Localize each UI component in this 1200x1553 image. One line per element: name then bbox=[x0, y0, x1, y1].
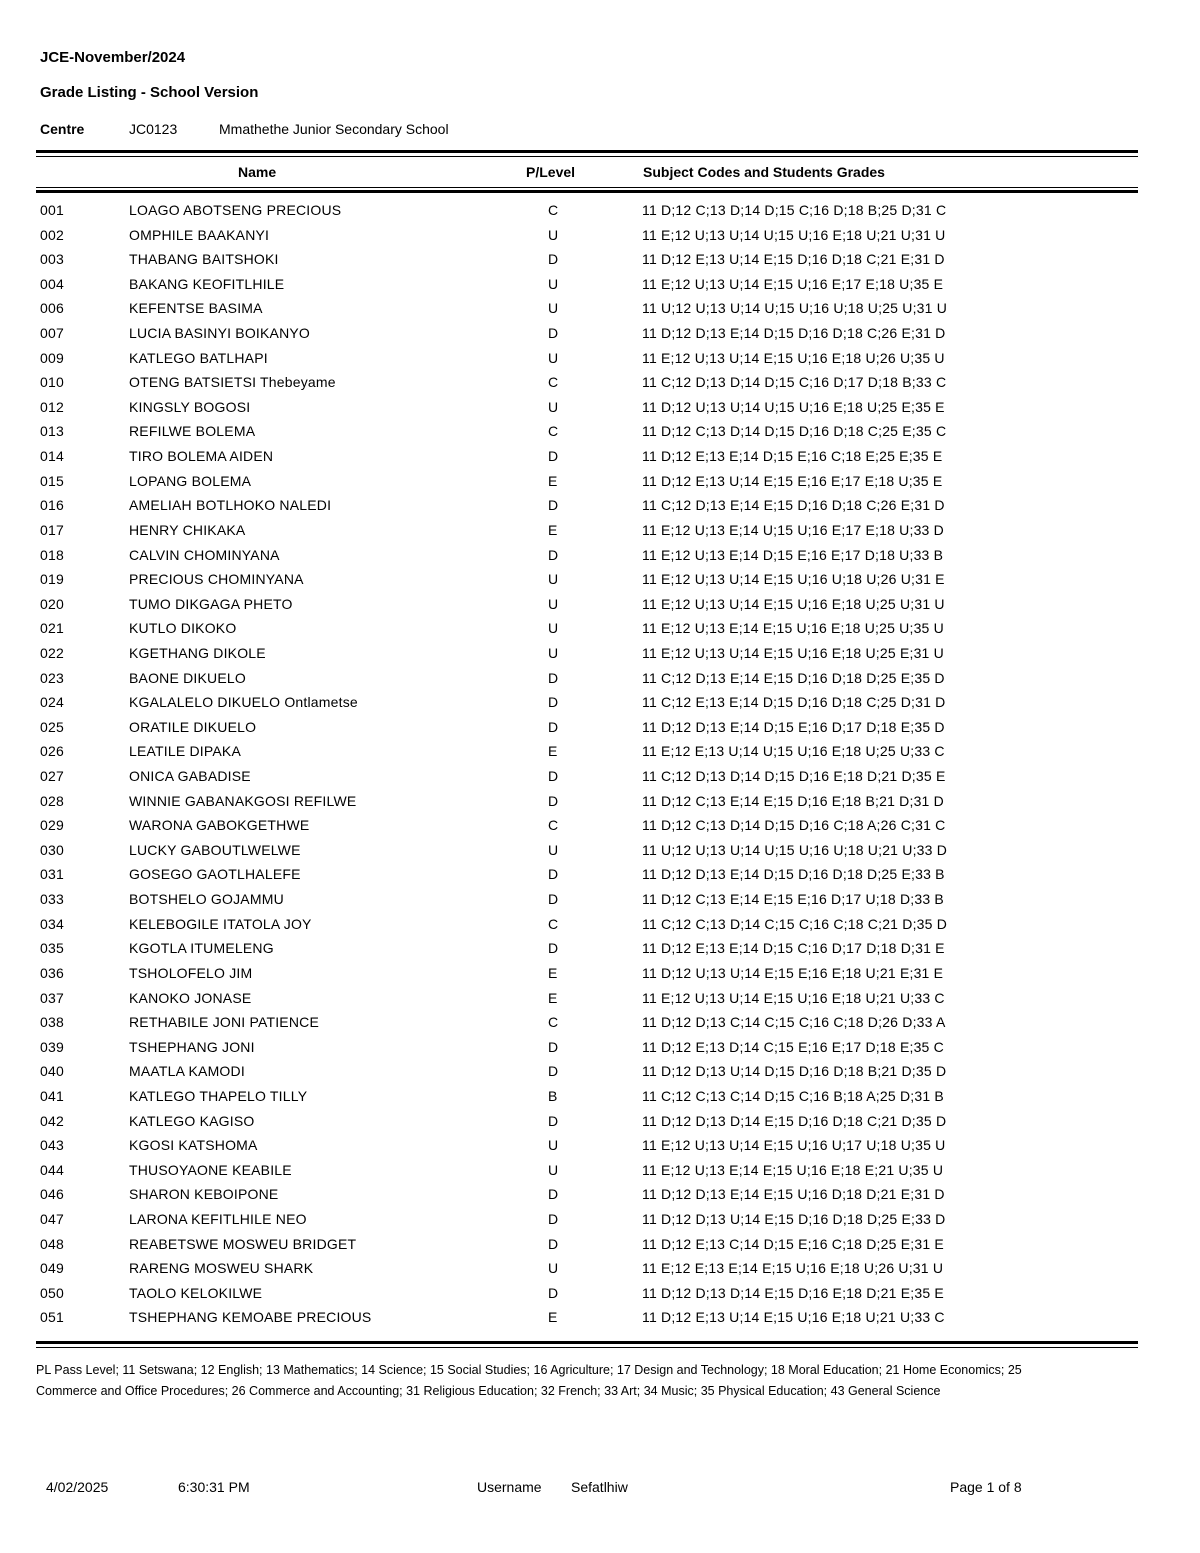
student-grades: 11 E;12 U;13 U;14 E;15 U;16 E;17 E;18 U;35 E bbox=[642, 275, 944, 292]
student-name: LEATILE DIPAKA bbox=[129, 743, 241, 760]
table-row bbox=[0, 670, 1200, 695]
student-pass-level: D bbox=[548, 792, 559, 809]
table-row bbox=[0, 620, 1200, 645]
student-number: 047 bbox=[40, 1210, 64, 1227]
student-grades: 11 E;12 U;13 E;14 U;15 U;16 E;17 E;18 U;33 D bbox=[642, 521, 944, 538]
table-row bbox=[0, 1211, 1200, 1236]
student-grades: 11 C;12 D;13 D;14 D;15 D;16 E;18 D;21 D;35 E bbox=[642, 768, 946, 785]
student-number: 026 bbox=[40, 743, 64, 760]
table-row bbox=[0, 1260, 1200, 1285]
student-pass-level: D bbox=[548, 448, 559, 465]
student-grades: 11 D;12 U;13 U;14 E;15 E;16 E;18 U;21 E;31 E bbox=[642, 964, 944, 981]
student-number: 039 bbox=[40, 1038, 64, 1055]
table-row bbox=[0, 719, 1200, 744]
table-row bbox=[0, 423, 1200, 448]
student-grades: 11 C;12 D;13 E;14 E;15 D;16 D;18 C;26 E;31 D bbox=[642, 497, 945, 514]
student-grades: 11 C;12 D;13 D;14 D;15 C;16 D;17 D;18 B;33 C bbox=[642, 374, 947, 391]
student-number: 030 bbox=[40, 841, 64, 858]
student-pass-level: U bbox=[548, 349, 559, 366]
student-grades: 11 D;12 E;13 C;14 D;15 E;16 C;18 D;25 E;31 E bbox=[642, 1235, 944, 1252]
student-grades: 11 C;12 D;13 E;14 E;15 D;16 D;18 D;25 E;35 D bbox=[642, 669, 945, 686]
table-row bbox=[0, 990, 1200, 1015]
student-pass-level: E bbox=[548, 472, 558, 489]
student-pass-level: D bbox=[548, 325, 559, 342]
student-number: 034 bbox=[40, 915, 64, 932]
student-name: KGOTLA ITUMELENG bbox=[129, 940, 274, 957]
table-row bbox=[0, 940, 1200, 965]
student-number: 040 bbox=[40, 1063, 64, 1080]
student-grades: 11 E;12 E;13 E;14 E;15 U;16 E;18 U;26 U;31 U bbox=[642, 1260, 944, 1277]
student-number: 021 bbox=[40, 620, 64, 637]
student-pass-level: C bbox=[548, 423, 559, 440]
table-row bbox=[0, 694, 1200, 719]
student-grades: 11 D;12 C;13 D;14 D;15 C;16 D;18 B;25 D;31 C bbox=[642, 202, 947, 218]
column-header-name: Name bbox=[238, 164, 277, 180]
student-number: 009 bbox=[40, 349, 64, 366]
student-number: 020 bbox=[40, 595, 64, 612]
student-number: 002 bbox=[40, 226, 64, 243]
table-row bbox=[0, 399, 1200, 424]
student-name: KATLEGO KAGISO bbox=[129, 1112, 255, 1129]
student-name: KUTLO DIKOKO bbox=[129, 620, 237, 637]
student-grades: 11 D;12 D;13 U;14 E;15 D;16 D;18 D;25 E;33 D bbox=[642, 1210, 946, 1227]
student-pass-level: D bbox=[548, 768, 559, 785]
table-row bbox=[0, 1039, 1200, 1064]
table-row bbox=[0, 645, 1200, 670]
student-grades: 11 D;12 E;13 U;14 E;15 E;16 E;17 E;18 U;35 E bbox=[642, 472, 943, 489]
subject-legend: PL Pass Level; 11 Setswana; 12 English; 13 Mathematics; 14 Science; 15 Social Studies; 16 Agriculture; 17 Design and Technology; 18 Moral Education; 21 Home Economics; 25 Commerce and Office Procedures; 26 Commerce and Accounting; 31 Religious Education; 32 French; 33 Art; 34 Music; 35 Physical Education; 43 General Science bbox=[36, 1363, 1022, 1398]
table-row bbox=[0, 891, 1200, 916]
student-name: KGETHANG DIKOLE bbox=[129, 644, 266, 661]
student-number: 001 bbox=[40, 202, 64, 218]
student-pass-level: D bbox=[548, 1235, 559, 1252]
student-number: 003 bbox=[40, 251, 64, 268]
student-grades: 11 D;12 E;13 U;14 E;15 U;16 E;18 U;21 U;33 C bbox=[642, 1309, 945, 1326]
student-grades: 11 D;12 E;13 E;14 D;15 E;16 C;18 E;25 E;35 E bbox=[642, 448, 943, 465]
student-pass-level: E bbox=[548, 743, 558, 760]
table-end-rule-thick bbox=[36, 1341, 1138, 1344]
centre-name: Mmathethe Junior Secondary School bbox=[219, 121, 449, 137]
student-pass-level: E bbox=[548, 1309, 558, 1326]
table-row bbox=[0, 571, 1200, 596]
table-row bbox=[0, 374, 1200, 399]
student-grades: 11 E;12 U;13 U;14 E;15 U;16 E;18 U;26 U;35 U bbox=[642, 349, 945, 366]
student-number: 038 bbox=[40, 1014, 64, 1031]
student-pass-level: U bbox=[548, 571, 559, 588]
student-pass-level: D bbox=[548, 718, 559, 735]
centre-label: Centre bbox=[40, 121, 85, 137]
table-end-rule-thin bbox=[36, 1347, 1138, 1348]
header-bottom-rule-thick bbox=[36, 190, 1138, 193]
student-grades: 11 D;12 D;13 E;14 D;15 D;16 D;18 D;25 E;33 B bbox=[642, 866, 945, 883]
student-pass-level: U bbox=[548, 1260, 559, 1277]
student-pass-level: D bbox=[548, 497, 559, 514]
student-number: 004 bbox=[40, 275, 64, 292]
table-row bbox=[0, 473, 1200, 498]
student-grades: 11 D;12 D;13 E;14 E;15 U;16 D;18 D;21 E;31 D bbox=[642, 1186, 945, 1203]
student-pass-level: D bbox=[548, 251, 559, 268]
student-number: 036 bbox=[40, 964, 64, 981]
student-name: ORATILE DIKUELO bbox=[129, 718, 257, 735]
student-pass-level: E bbox=[548, 521, 558, 538]
student-pass-level: U bbox=[548, 275, 559, 292]
student-name: LARONA KEFITLHILE NEO bbox=[129, 1210, 307, 1227]
student-grades: 11 D;12 U;13 U;14 U;15 U;16 E;18 U;25 E;35 E bbox=[642, 398, 945, 415]
student-pass-level: C bbox=[548, 817, 559, 834]
student-grades: 11 U;12 U;13 U;14 U;15 U;16 U;18 U;21 U;33 D bbox=[642, 841, 948, 858]
student-pass-level: D bbox=[548, 891, 559, 908]
table-row bbox=[0, 1137, 1200, 1162]
student-number: 025 bbox=[40, 718, 64, 735]
student-grades: 11 D;12 C;13 D;14 D;15 D;16 C;18 A;26 C;31 C bbox=[642, 817, 946, 834]
student-name: WARONA GABOKGETHWE bbox=[129, 817, 310, 834]
header-top-rule-thick bbox=[36, 150, 1138, 153]
student-pass-level: U bbox=[548, 644, 559, 661]
table-row bbox=[0, 300, 1200, 325]
table-row bbox=[0, 325, 1200, 350]
table-row bbox=[0, 842, 1200, 867]
student-number: 050 bbox=[40, 1284, 64, 1301]
table-row bbox=[0, 497, 1200, 522]
table-row bbox=[0, 547, 1200, 572]
student-number: 041 bbox=[40, 1087, 64, 1104]
student-name: KGOSI KATSHOMA bbox=[129, 1137, 258, 1154]
student-pass-level: D bbox=[548, 1210, 559, 1227]
student-name: LOAGO ABOTSENG PRECIOUS bbox=[129, 202, 342, 218]
student-name: GOSEGO GAOTLHALEFE bbox=[129, 866, 301, 883]
student-number: 017 bbox=[40, 521, 64, 538]
student-pass-level: C bbox=[548, 915, 559, 932]
header-bottom-rule-thin bbox=[36, 187, 1138, 188]
table-row bbox=[0, 522, 1200, 547]
student-number: 033 bbox=[40, 891, 64, 908]
student-name: LUCKY GABOUTLWELWE bbox=[129, 841, 301, 858]
table-row bbox=[0, 1014, 1200, 1039]
table-row bbox=[0, 866, 1200, 891]
student-name: OTENG BATSIETSI Thebeyame bbox=[129, 374, 336, 391]
student-number: 018 bbox=[40, 546, 64, 563]
student-number: 031 bbox=[40, 866, 64, 883]
student-pass-level: D bbox=[548, 866, 559, 883]
student-pass-level: D bbox=[548, 669, 559, 686]
student-name: BOTSHELO GOJAMMU bbox=[129, 891, 284, 908]
student-pass-level: U bbox=[548, 398, 559, 415]
student-grades: 11 D;12 D;13 U;14 D;15 D;16 D;18 B;21 D;35 D bbox=[642, 1063, 947, 1080]
student-name: TIRO BOLEMA AIDEN bbox=[129, 448, 274, 465]
student-pass-level: U bbox=[548, 1161, 559, 1178]
table-row bbox=[0, 1088, 1200, 1113]
student-name: KATLEGO THAPELO TILLY bbox=[129, 1087, 308, 1104]
student-pass-level: U bbox=[548, 620, 559, 637]
student-name: LUCIA BASINYI BOIKANYO bbox=[129, 325, 311, 342]
student-pass-level: U bbox=[548, 841, 559, 858]
student-name: RETHABILE JONI PATIENCE bbox=[129, 1014, 320, 1031]
table-row bbox=[0, 202, 1200, 227]
student-name: PRECIOUS CHOMINYANA bbox=[129, 571, 304, 588]
table-row bbox=[0, 743, 1200, 768]
table-row bbox=[0, 793, 1200, 818]
footer-page-number: Page 1 of 8 bbox=[950, 1479, 1022, 1495]
student-pass-level: D bbox=[548, 694, 559, 711]
table-row bbox=[0, 1236, 1200, 1261]
student-name: BAONE DIKUELO bbox=[129, 669, 246, 686]
student-grades: 11 D;12 D;13 E;14 D;15 E;16 D;17 D;18 E;35 D bbox=[642, 718, 945, 735]
student-number: 044 bbox=[40, 1161, 64, 1178]
student-grades: 11 D;12 C;13 D;14 D;15 D;16 D;18 C;25 E;35 C bbox=[642, 423, 947, 440]
student-number: 006 bbox=[40, 300, 64, 317]
student-number: 016 bbox=[40, 497, 64, 514]
student-table bbox=[0, 202, 1200, 1334]
student-grades: 11 C;12 C;13 C;14 D;15 C;16 B;18 A;25 D;31 B bbox=[642, 1087, 944, 1104]
table-row bbox=[0, 1285, 1200, 1310]
student-number: 042 bbox=[40, 1112, 64, 1129]
student-number: 013 bbox=[40, 423, 64, 440]
student-grades: 11 E;12 U;13 E;14 E;15 U;16 E;18 U;25 U;35 U bbox=[642, 620, 944, 637]
student-name: OMPHILE BAAKANYI bbox=[129, 226, 270, 243]
table-row bbox=[0, 965, 1200, 990]
student-number: 022 bbox=[40, 644, 64, 661]
student-number: 015 bbox=[40, 472, 64, 489]
footer-username-label: Username bbox=[477, 1479, 542, 1495]
table-row bbox=[0, 1162, 1200, 1187]
student-grades: 11 C;12 E;13 E;14 D;15 D;16 D;18 C;25 D;31 D bbox=[642, 694, 946, 711]
table-row bbox=[0, 1063, 1200, 1088]
student-name: KATLEGO BATLHAPI bbox=[129, 349, 268, 366]
centre-code: JC0123 bbox=[129, 121, 178, 137]
student-number: 010 bbox=[40, 374, 64, 391]
student-name: TSHEPHANG KEMOABE PRECIOUS bbox=[129, 1309, 372, 1326]
student-pass-level: D bbox=[548, 1186, 559, 1203]
student-grades: 11 D;12 E;13 D;14 C;15 E;16 E;17 D;18 E;35 C bbox=[642, 1038, 944, 1055]
student-pass-level: D bbox=[548, 546, 559, 563]
student-number: 024 bbox=[40, 694, 64, 711]
centre-row bbox=[40, 121, 740, 139]
student-number: 037 bbox=[40, 989, 64, 1006]
student-name: AMELIAH BOTLHOKO NALEDI bbox=[129, 497, 332, 514]
student-name: KELEBOGILE ITATOLA JOY bbox=[129, 915, 312, 932]
student-number: 023 bbox=[40, 669, 64, 686]
student-number: 007 bbox=[40, 325, 64, 342]
table-row bbox=[0, 1113, 1200, 1138]
student-pass-level: B bbox=[548, 1087, 558, 1104]
student-grades: 11 U;12 U;13 U;14 U;15 U;16 U;18 U;25 U;31 U bbox=[642, 300, 948, 317]
student-name: THABANG BAITSHOKI bbox=[129, 251, 279, 268]
student-pass-level: U bbox=[548, 300, 559, 317]
table-row bbox=[0, 350, 1200, 375]
student-pass-level: D bbox=[548, 1063, 559, 1080]
table-row bbox=[0, 596, 1200, 621]
student-name: SHARON KEBOIPONE bbox=[129, 1186, 279, 1203]
student-number: 012 bbox=[40, 398, 64, 415]
student-pass-level: U bbox=[548, 595, 559, 612]
table-row bbox=[0, 916, 1200, 941]
table-row bbox=[0, 227, 1200, 252]
student-number: 046 bbox=[40, 1186, 64, 1203]
student-grades: 11 D;12 D;13 D;14 E;15 D;16 D;18 C;21 D;35 D bbox=[642, 1112, 947, 1129]
table-row bbox=[0, 817, 1200, 842]
student-number: 035 bbox=[40, 940, 64, 957]
student-name: KGALALELO DIKUELO Ontlametse bbox=[129, 694, 358, 711]
student-name: LOPANG BOLEMA bbox=[129, 472, 252, 489]
student-pass-level: E bbox=[548, 964, 558, 981]
student-number: 028 bbox=[40, 792, 64, 809]
table-row bbox=[0, 448, 1200, 473]
student-name: TUMO DIKGAGA PHETO bbox=[129, 595, 293, 612]
student-name: KANOKO JONASE bbox=[129, 989, 252, 1006]
student-grades: 11 D;12 E;13 E;14 D;15 C;16 D;17 D;18 D;31 E bbox=[642, 940, 945, 957]
student-grades: 11 E;12 U;13 E;14 D;15 E;16 E;17 D;18 U;33 B bbox=[642, 546, 944, 563]
student-pass-level: C bbox=[548, 1014, 559, 1031]
student-name: TAOLO KELOKILWE bbox=[129, 1284, 263, 1301]
student-grades: 11 E;12 U;13 E;14 E;15 U;16 E;18 E;21 U;35 U bbox=[642, 1161, 944, 1178]
student-name: ONICA GABADISE bbox=[129, 768, 251, 785]
student-grades: 11 E;12 E;13 U;14 U;15 U;16 E;18 U;25 U;33 C bbox=[642, 743, 945, 760]
student-grades: 11 E;12 U;13 U;14 E;15 U;16 U;17 U;18 U;35 U bbox=[642, 1137, 946, 1154]
student-grades: 11 E;12 U;13 U;14 E;15 U;16 E;18 U;21 U;33 C bbox=[642, 989, 945, 1006]
student-number: 051 bbox=[40, 1309, 64, 1326]
column-header-pass-level: P/Level bbox=[526, 164, 576, 180]
column-header-subjects: Subject Codes and Students Grades bbox=[643, 164, 885, 180]
student-pass-level: C bbox=[548, 374, 559, 391]
student-grades: 11 C;12 C;13 D;14 C;15 C;16 C;18 C;21 D;35 D bbox=[642, 915, 948, 932]
student-pass-level: D bbox=[548, 1112, 559, 1129]
student-number: 027 bbox=[40, 768, 64, 785]
student-name: CALVIN CHOMINYANA bbox=[129, 546, 280, 563]
student-grades: 11 D;12 D;13 D;14 E;15 D;16 E;18 D;21 E;35 E bbox=[642, 1284, 944, 1301]
student-pass-level: U bbox=[548, 1137, 559, 1154]
listing-title: Grade Listing - School Version bbox=[40, 84, 259, 101]
footer-time: 6:30:31 PM bbox=[178, 1479, 250, 1495]
table-row bbox=[0, 768, 1200, 793]
student-name: REABETSWE MOSWEU BRIDGET bbox=[129, 1235, 357, 1252]
header-top-rule-thin bbox=[36, 156, 1138, 157]
footer-date: 4/02/2025 bbox=[46, 1479, 109, 1495]
student-name: BAKANG KEOFITLHILE bbox=[129, 275, 285, 292]
student-name: KEFENTSE BASIMA bbox=[129, 300, 263, 317]
table-row bbox=[0, 276, 1200, 301]
student-pass-level: D bbox=[548, 1284, 559, 1301]
student-number: 014 bbox=[40, 448, 64, 465]
student-grades: 11 E;12 U;13 U;14 U;15 U;16 E;18 U;21 U;31 U bbox=[642, 226, 946, 243]
exam-title: JCE-November/2024 bbox=[40, 49, 186, 66]
student-name: THUSOYAONE KEABILE bbox=[129, 1161, 292, 1178]
table-row bbox=[0, 251, 1200, 276]
student-grades: 11 D;12 D;13 C;14 C;15 C;16 C;18 D;26 D;33 A bbox=[642, 1014, 946, 1031]
student-grades: 11 E;12 U;13 U;14 E;15 U;16 U;18 U;26 U;31 E bbox=[642, 571, 945, 588]
student-pass-level: D bbox=[548, 1038, 559, 1055]
student-name: TSHOLOFELO JIM bbox=[129, 964, 253, 981]
student-pass-level: C bbox=[548, 202, 559, 218]
student-number: 043 bbox=[40, 1137, 64, 1154]
student-pass-level: D bbox=[548, 940, 559, 957]
student-grades: 11 D;12 D;13 E;14 D;15 D;16 D;18 C;26 E;31 D bbox=[642, 325, 946, 342]
table-row bbox=[0, 1309, 1200, 1334]
student-name: RARENG MOSWEU SHARK bbox=[129, 1260, 314, 1277]
student-grades: 11 D;12 C;13 E;14 E;15 E;16 D;17 U;18 D;33 B bbox=[642, 891, 944, 908]
student-name: TSHEPHANG JONI bbox=[129, 1038, 255, 1055]
student-grades: 11 E;12 U;13 U;14 E;15 U;16 E;18 U;25 E;31 U bbox=[642, 644, 944, 661]
student-grades: 11 D;12 C;13 E;14 E;15 D;16 E;18 B;21 D;31 D bbox=[642, 792, 944, 809]
student-name: WINNIE GABANAKGOSI REFILWE bbox=[129, 792, 357, 809]
student-grades: 11 D;12 E;13 U;14 E;15 D;16 D;18 C;21 E;31 D bbox=[642, 251, 945, 268]
student-name: MAATLA KAMODI bbox=[129, 1063, 245, 1080]
student-grades: 11 E;12 U;13 U;14 E;15 U;16 E;18 U;25 U;31 U bbox=[642, 595, 945, 612]
student-number: 029 bbox=[40, 817, 64, 834]
student-pass-level: E bbox=[548, 989, 558, 1006]
footer-username: Sefatlhiw bbox=[571, 1479, 628, 1495]
student-name: KINGSLY BOGOSI bbox=[129, 398, 251, 415]
student-number: 048 bbox=[40, 1235, 64, 1252]
student-name: REFILWE BOLEMA bbox=[129, 423, 256, 440]
student-number: 049 bbox=[40, 1260, 64, 1277]
student-number: 019 bbox=[40, 571, 64, 588]
student-pass-level: U bbox=[548, 226, 559, 243]
student-name: HENRY CHIKAKA bbox=[129, 521, 246, 538]
table-row bbox=[0, 1186, 1200, 1211]
